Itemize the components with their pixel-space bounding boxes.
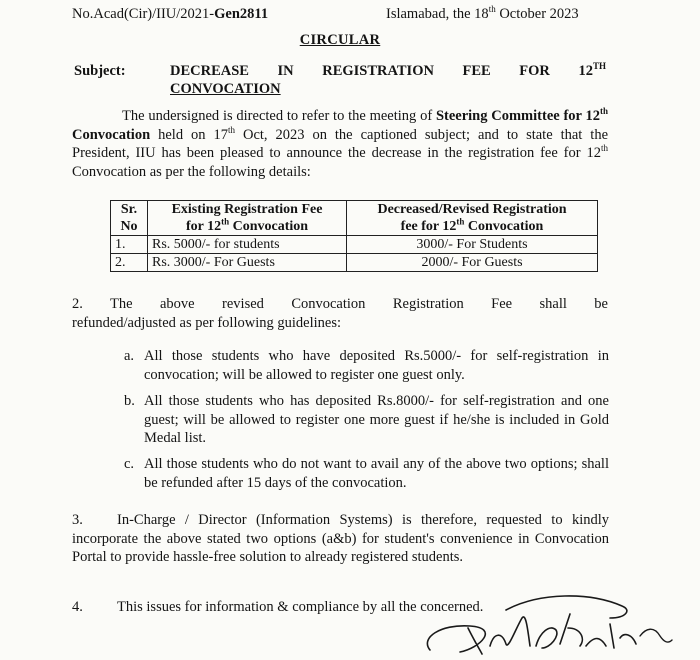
fee-table-header-row: [111, 201, 598, 236]
header-revised-line1: Decreased/Revised Registration: [377, 202, 567, 217]
place-date-prefix: Islamabad, the 18: [386, 6, 489, 22]
header-existing-sup: th: [221, 216, 230, 227]
p1-bold-1: Steering Committee for 12: [435, 108, 600, 124]
guideline-label: b.: [124, 393, 135, 409]
header-revised-line2a: fee for 12: [400, 219, 457, 234]
guideline-text: All those students who do not want to avail any of the above two options; shall be refunded after 15 days of the convocation.: [144, 456, 609, 491]
header-existing-line2a: for 12: [185, 219, 222, 234]
paragraph-3-number: 3.: [72, 512, 83, 528]
paragraph-3: [72, 511, 609, 567]
place-date-sup: th: [488, 4, 496, 15]
p1-text-1: The undersigned is directed to refer to the meeting of: [122, 108, 436, 124]
guideline-text: All those students who have deposited Rs.5000/- for self-registration in convocation; will be allowed to register one guest only.: [144, 348, 609, 383]
fee-table: [110, 200, 598, 272]
guideline-a: [124, 347, 609, 384]
header-existing-line2b: Convocation: [229, 219, 309, 234]
paragraph-2-line-2: refunded/adjusted as per following guidelines:: [72, 315, 341, 331]
handwritten-signature: [410, 588, 680, 660]
header-sr-line1: Sr.: [120, 202, 138, 217]
subject-line-1-text: DECREASE IN REGISTRATION FEE FOR 12: [170, 63, 593, 79]
p1-bold-2: Convocation: [72, 126, 151, 143]
paragraph-2-line-1: 2. The above revised Convocation Registration Fee shall be: [72, 296, 608, 312]
reference-code: Gen2811: [214, 6, 269, 22]
row-existing-fee: Rs. 5000/- for students: [148, 236, 347, 254]
row-sr: 1.: [111, 236, 148, 254]
place-date-suffix: October 2023: [495, 6, 579, 22]
p1-bold-sup: th: [600, 106, 609, 117]
row-revised-fee: 2000/- For Guests: [347, 254, 598, 272]
place-date: [386, 6, 579, 23]
header-existing-fee: [148, 201, 347, 236]
paragraph-3-text: In-Charge / Director (Information Systems) is therefore, requested to kindly incorporate the above stated two options (a&b) for student's convenience in Convocation Portal to provide hassle-free solution to already registered students.: [72, 512, 609, 565]
guideline-text: All those students who has deposited Rs.8000/- for self-registration and one guest; will be allowed to register one more guest if he/she is included in Gold Medal list.: [144, 393, 609, 446]
guideline-b: [124, 392, 609, 448]
document-title: CIRCULAR: [299, 32, 381, 48]
header-revised-line2b: Convocation: [464, 219, 544, 234]
guideline-label: c.: [124, 456, 135, 472]
p1-text-4: Convocation as per the following details:: [72, 163, 311, 180]
header-revised-sup: th: [456, 216, 465, 227]
subject-label: Subject:: [74, 63, 126, 79]
row-revised-fee: 3000/- For Students: [347, 236, 598, 254]
subject-line-2: CONVOCATION: [170, 81, 281, 97]
p1-text-2-sup: th: [228, 124, 236, 135]
header-revised-fee: [347, 201, 598, 236]
header-sr-no: [111, 201, 148, 236]
row-existing-fee: Rs. 3000/- For Guests: [148, 254, 347, 272]
table-row: [111, 254, 598, 272]
p1-text-2: held on 17: [150, 126, 228, 143]
subject-line-1-sup: TH: [592, 61, 606, 72]
reference-number: [72, 6, 268, 23]
paragraph-4-text: This issues for information & compliance by all the concerned.: [117, 599, 484, 615]
p1-text-3: Oct, 2023 on the captioned subject; and to state that the President, IIU has been pleased to announce the decrease in the registration fee for 12: [72, 126, 609, 161]
header-sr-line2: No: [120, 219, 138, 234]
reference-prefix: No.Acad(Cir)/IIU/2021-: [72, 6, 215, 22]
paragraph-4-number: 4.: [72, 599, 83, 615]
guideline-label: a.: [124, 348, 135, 364]
row-sr: 2.: [111, 254, 148, 272]
paragraph-1: [72, 107, 608, 181]
table-row: [111, 236, 598, 254]
guideline-c: [124, 455, 609, 492]
p1-text-3-sup: th: [600, 143, 608, 154]
header-existing-line1: Existing Registration Fee: [171, 202, 323, 217]
subject-line-1: [170, 63, 606, 80]
